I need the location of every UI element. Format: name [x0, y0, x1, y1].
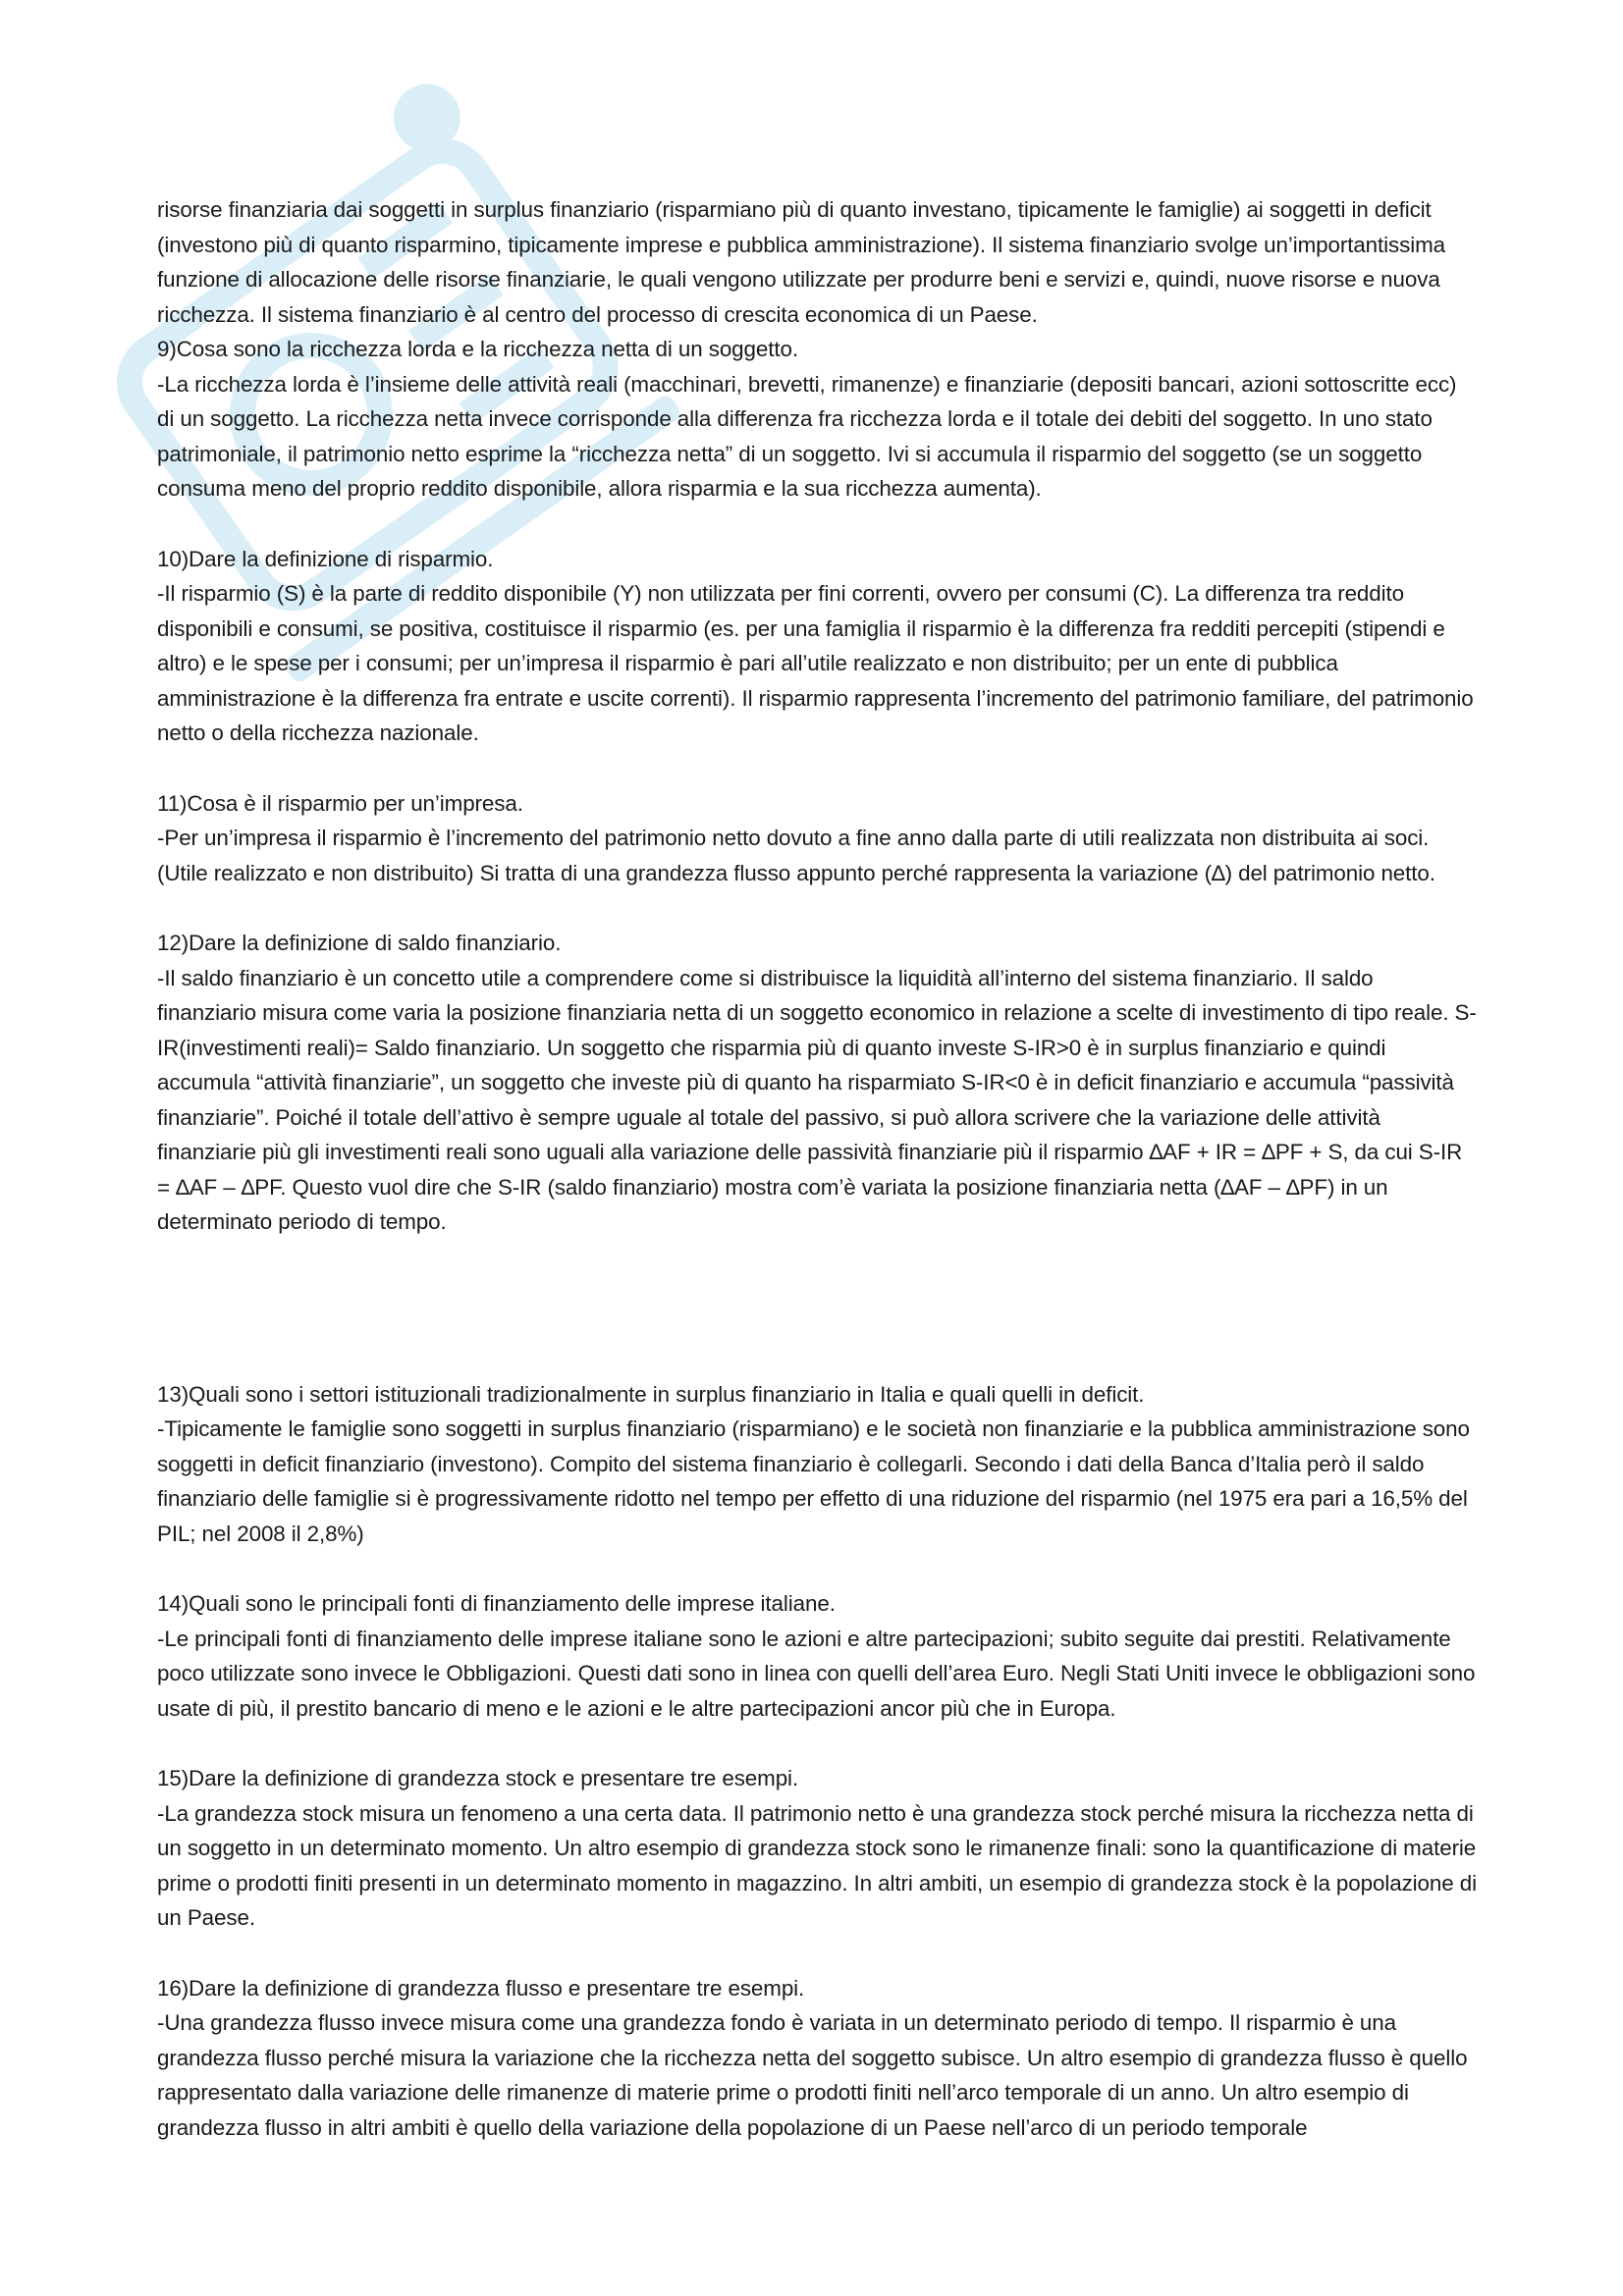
answer-paragraph: -Il saldo finanziario è un concetto utile a comprendere come si distribuisce la liquidità all’interno del sistema finanziario. Il saldo finanziario misura come varia la posizione finanziaria netta di un soggetto economico in relazione a scelte di investimento di tipo reale. S-IR(investimenti reali)= Saldo finanziario. Un soggetto che risparmia più di quanto investe S-IR>0 è in surplus finanziario e quindi accumula “attività finanziarie”, un soggetto che investe più di quanto ha risparmiato S-IR<0 è in deficit finanziario e accumula “passività finanziarie”. Poiché il totale dell’attivo è sempre uguale al totale del passivo, si può allora scrivere che la variazione delle attività finanziarie più gli investimenti reali sono uguali alla variazione delle passività finanziarie più il risparmio ∆AF + IR = ∆PF + S, da cui S-IR = ∆AF – ∆PF. Questo vuol dire che S-IR (saldo finanziario) mostra com’è variata la posizione finanziaria netta (∆AF – ∆PF) in un determinato periodo di tempo.: [157, 965, 1477, 1234]
question-heading: 14)Quali sono le principali fonti di finanziamento delle imprese italiane.: [157, 1591, 836, 1616]
question-heading: 9)Cosa sono la ricchezza lorda e la ricchezza netta di un soggetto.: [157, 337, 798, 361]
question-heading: 12)Dare la definizione di saldo finanziario.: [157, 931, 562, 955]
answer-paragraph: -Una grandezza flusso invece misura come una grandezza fondo è variata in un determinato periodo di tempo. Il risparmio è una grandezza flusso perché misura la variazione che la ricchezza netta del soggetto subisce. Un altro esempio di grandezza flusso è quello rappresentato dalla variazione delle rimanenze di materie prime o prodotti finiti nell’arco temporale di un anno. Un altro esempio di grandezza flusso in altri ambiti è quello della variazione della popolazione di un Paese nell’arco di un periodo temporale: [157, 2010, 1468, 2140]
section-q11: [157, 786, 1478, 891]
section-q15: [157, 1761, 1478, 1936]
answer-paragraph: -Tipicamente le famiglie sono soggetti in surplus finanziario (risparmiano) e le società non finanziarie e la pubblica amministrazione sono soggetti in deficit finanziario (investono). Compito del sistema finanziario è collegarli. Secondo i dati della Banca d’Italia però il saldo finanziario delle famiglie si è progressivamente ridotto nel tempo per effetto di una riduzione del risparmio (nel 1975 era pari a 16,5% del PIL; nel 2008 il 2,8%): [157, 1416, 1470, 1546]
document-page: [157, 192, 1478, 2180]
intro-paragraph: risorse finanziaria dai soggetti in surplus finanziario (risparmiano più di quanto investano, tipicamente le famiglie) ai soggetti in deficit (investono più di quanto risparmino, tipicamente imprese e pubblica amministrazione). Il sistema finanziario svolge un’importantissima funzione di allocazione delle risorse finanziarie, le quali vengono utilizzate per produrre beni e servizi e, quindi, nuove risorse e nuova ricchezza. Il sistema finanziario è al centro del processo di crescita economica di un Paese.: [157, 197, 1445, 327]
answer-paragraph: -La grandezza stock misura un fenomeno a una certa data. Il patrimonio netto è una grandezza stock perché misura la ricchezza netta di un soggetto in un determinato momento. Un altro esempio di grandezza stock sono le rimanenze finali: sono la quantificazione di materie prime o prodotti finiti presenti in un determinato momento in magazzino. In altri ambiti, un esempio di grandezza stock è la popolazione di un Paese.: [157, 1800, 1477, 1930]
section-q9: [157, 332, 1478, 507]
section-q10: [157, 542, 1478, 751]
section-q12: [157, 926, 1478, 1240]
question-heading: 16)Dare la definizione di grandezza flusso e presentare tre esempi.: [157, 1975, 805, 2001]
section-q13: [157, 1377, 1478, 1552]
question-heading: 10)Dare la definizione di risparmio.: [157, 546, 494, 571]
answer-paragraph: -La ricchezza lorda è l’insieme delle attività reali (macchinari, brevetti, rimanenze) e finanziarie (depositi bancari, azioni sottoscritte ecc) di un soggetto. La ricchezza netta invece corrisponde alla differenza fra ricchezza lorda e il totale dei debiti del soggetto. In uno stato patrimoniale, il patrimonio netto esprime la “ricchezza netta” di un soggetto. Ivi si accumula il risparmio del soggetto (se un soggetto consuma meno del proprio reddito disponibile, allora risparmia e la sua ricchezza aumenta).: [157, 371, 1457, 501]
answer-paragraph: -Le principali fonti di finanziamento delle imprese italiane sono le azioni e altre partecipazioni; subito seguite dai prestiti. Relativamente poco utilizzate sono invece le Obbligazioni. Questi dati sono in linea con quelli dell’area Euro. Negli Stati Uniti invece le obbligazioni sono usate di più, il prestito bancario di meno e le azioni e le altre partecipazioni ancor più che in Europa.: [157, 1626, 1476, 1721]
section-q14: [157, 1586, 1478, 1726]
answer-paragraph: -Per un’impresa il risparmio è l’incremento del patrimonio netto dovuto a fine anno dalla parte di utili realizzata non distribuita ai soci. (Utile realizzato e non distribuito) Si tratta di una grandezza flusso appunto perché rappresenta la variazione (∆) del patrimonio netto.: [157, 826, 1435, 885]
question-heading: 11)Cosa è il risparmio per un’impresa.: [157, 790, 523, 816]
answer-paragraph: -Il risparmio (S) è la parte di reddito disponibile (Y) non utilizzata per fini correnti, ovvero per consumi (C). La differenza tra reddito disponibili e consumi, se positiva, costituisce il risparmio (es. per una famiglia il risparmio è la differenza fra redditi percepiti (stipendi e altro) e le spese per i consumi; per un’impresa il risparmio è pari all’utile realizzato e non distribuito; per un ente di pubblica amministrazione è la differenza fra entrate e uscite correnti). Il risparmio rappresenta l’incremento del patrimonio familiare, del patrimonio netto o della ricchezza nazionale.: [157, 581, 1474, 745]
question-heading: 15)Dare la definizione di grandezza stock e presentare tre esempi.: [157, 1766, 799, 1790]
question-heading: 13)Quali sono i settori istituzionali tradizionalmente in surplus finanziario in Italia e quali quelli in deficit.: [157, 1381, 1145, 1407]
section-q16: [157, 1971, 1478, 2146]
